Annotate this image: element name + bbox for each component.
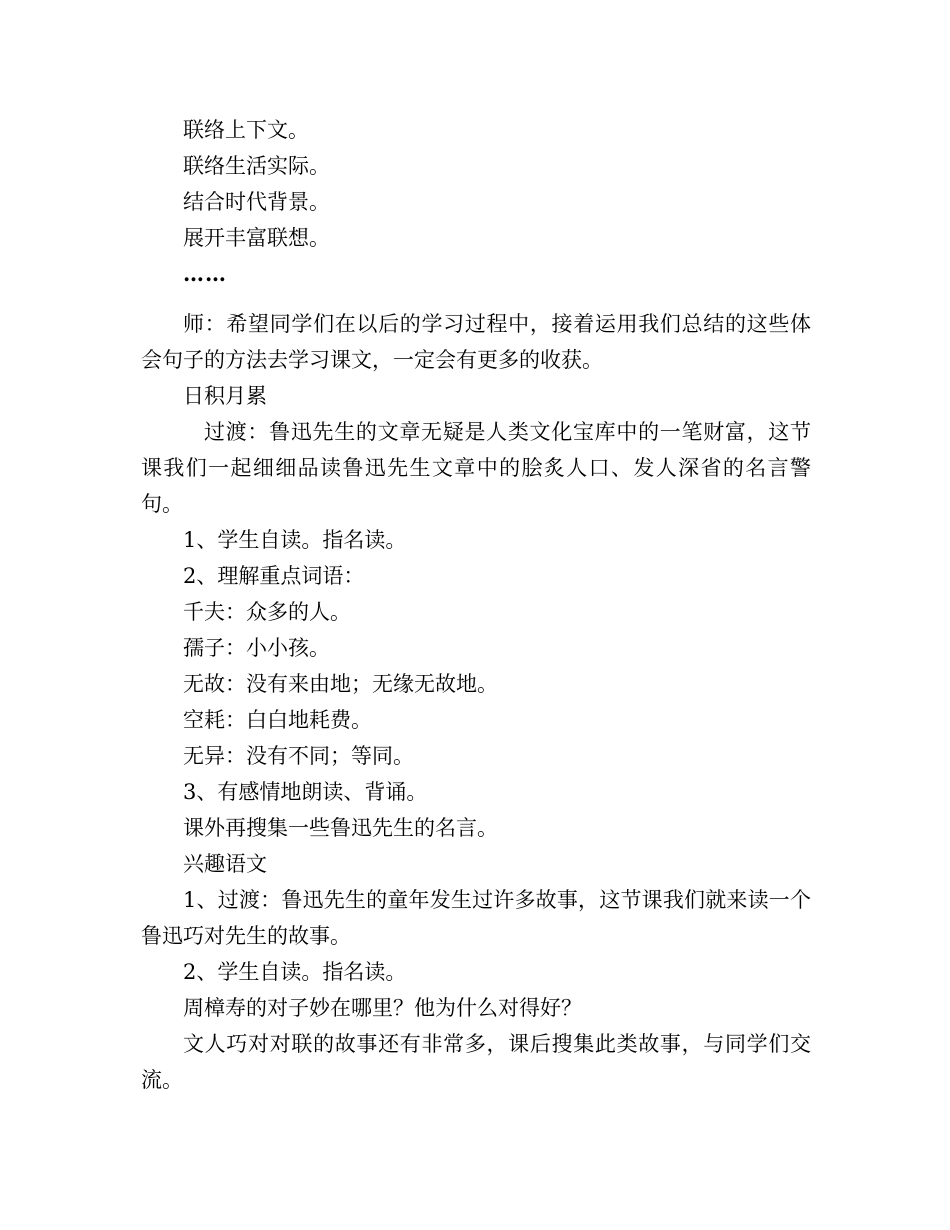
text-line: 1、学生自读。指名读。 <box>183 528 407 552</box>
text-line: 3、有感情地朗读、背诵。 <box>183 780 428 804</box>
vocab-item: 无故：没有来由地；无缘无故地。 <box>183 672 498 696</box>
text-line: 课外再搜集一些鲁迅先生的名言。 <box>183 816 498 840</box>
text-line: 结合时代背景。 <box>183 190 330 214</box>
text-line: 2、学生自读。指名读。 <box>183 960 407 984</box>
text-line: 联络生活实际。 <box>183 154 330 178</box>
transition-paragraph: 1、过渡：鲁迅先生的童年发生过许多故事，这节课我们就来读一个鲁迅巧对先生的故事。 <box>141 888 811 948</box>
section-heading-fun-chinese: 兴趣语文 <box>183 852 267 876</box>
text-line: 联络上下文。 <box>183 118 309 142</box>
text-line: 周樟寿的对子妙在哪里？他为什么对得好？ <box>183 996 582 1020</box>
vocab-item: 空耗：白白地耗费。 <box>183 708 372 732</box>
ellipsis-line: …… <box>183 261 227 286</box>
vocab-item: 孺子：小小孩。 <box>183 636 330 660</box>
document-body <box>141 112 811 1098</box>
text-line: 展开丰富联想。 <box>183 226 330 250</box>
teacher-remark-paragraph: 师：希望同学们在以后的学习过程中，接着运用我们总结的这些体会句子的方法去学习课文，一定会有更多的收获。 <box>141 312 811 372</box>
vocab-item: 千夫：众多的人。 <box>183 600 351 624</box>
closing-paragraph: 文人巧对对联的故事还有非常多，课后搜集此类故事，与同学们交流。 <box>141 1032 811 1092</box>
transition-paragraph: 过渡：鲁迅先生的文章无疑是人类文化宝库中的一笔财富，这节课我们一起细细品读鲁迅先生文章中的脍炙人口、发人深省的名言警句。 <box>141 420 811 516</box>
vocab-item: 无异：没有不同；等同。 <box>183 744 414 768</box>
section-heading-daily-accumulation: 日积月累 <box>183 384 267 408</box>
text-line: 2、理解重点词语： <box>183 564 365 588</box>
